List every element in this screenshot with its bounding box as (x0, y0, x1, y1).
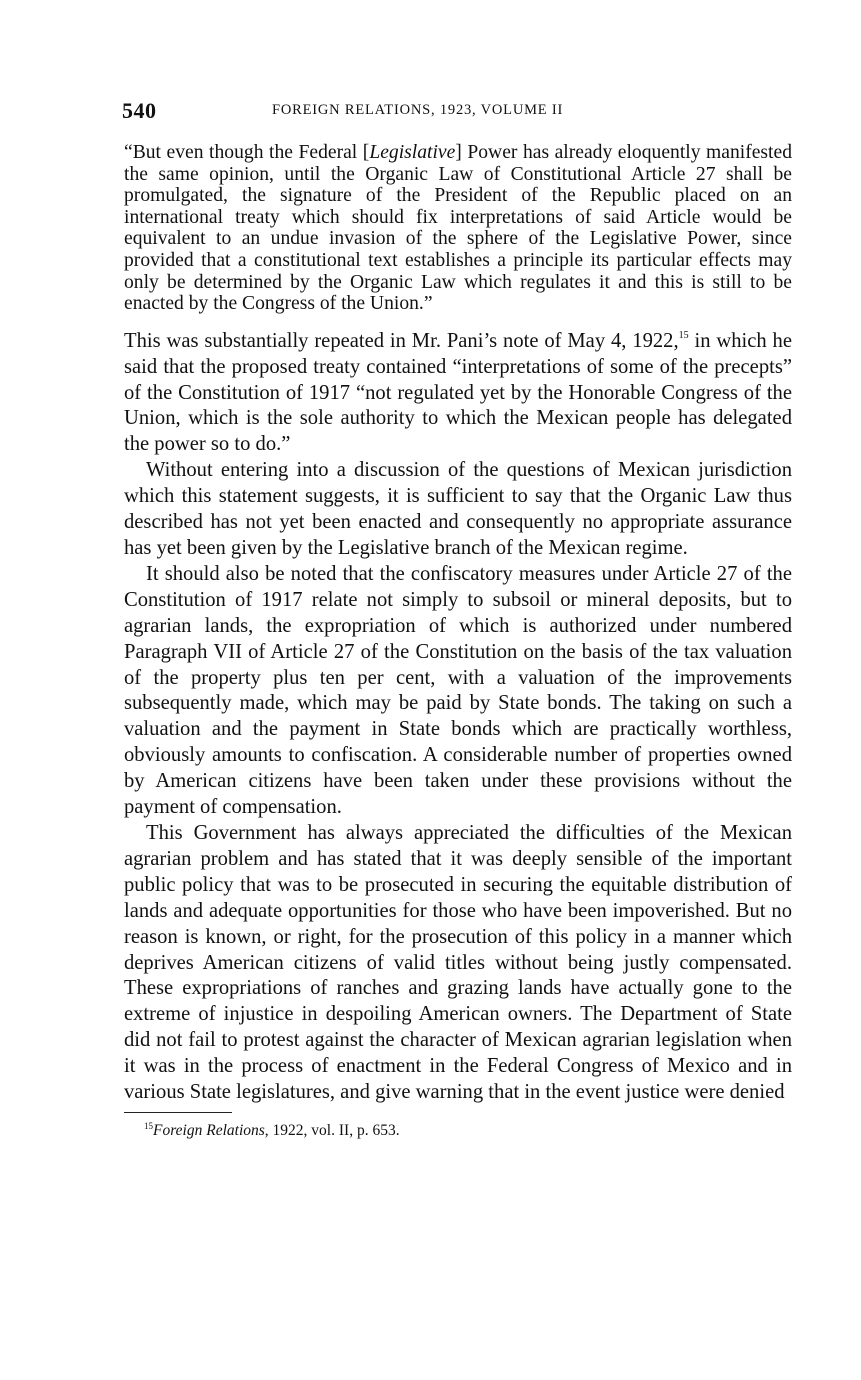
quote-italic-word: Legislative (369, 142, 456, 163)
paragraph-1-text-end: in which he said that the proposed treaty contained “interpretations of some of the precepts” of the Constitution of 1917 “not regulated yet by the Honorable Congress of the Union, which is the sole authority to which the Mexican people has delegated the power so to do.” (124, 329, 792, 456)
footnote-divider (124, 1112, 232, 1113)
paragraph-1 (124, 329, 792, 459)
quote-text-end: ] Power has already eloquently manifested the same opinion, until the Organic Law of Constitutional Article 27 shall be promulgated, the signature of the President of the Republic placed on an international treaty which should fix interpretations of said Article would be equivalent to an undue invasion of the sphere of the Legislative Power, since provided that a constitutional text establishes a principle its particular effects may only be determined by the Organic Law which regulates it and this is still to be enacted by the Congress of the Union.” (124, 142, 792, 315)
page-header (124, 96, 792, 128)
quote-text-start: “But even though the Federal [ (124, 142, 370, 163)
block-quote (124, 142, 792, 315)
paragraph-4: This Government has always appreciated the difficulties of the Mexican agrarian problem and has stated that it was deeply sensible of the important public policy that was to be prosecuted in securing the equitable distribution of lands and adequate opportunities for those who have been impoverished. But no reason is known, or right, for the prosecution of this policy in a manner which deprives American citizens of valid titles without being justly compensated. These expropriations of ranches and grazing lands have actually gone to the extreme of injustice in despoiling American owners. The Department of State did not fail to protest against the character of Mexican agrarian legislation when it was in the process of enactment in the Federal Congress of Mexico and in various State legislatures, and give warning that in the event justice were denied (124, 821, 792, 1104)
footnote-text-b: , p. 653. (349, 1121, 400, 1139)
footnote-text-a: , 1922, vol. (264, 1121, 339, 1139)
page-number: 540 (122, 98, 157, 123)
running-head: FOREIGN RELATIONS, 1923, VOLUME II (272, 102, 564, 118)
paragraph-2: Without entering into a discussion of the questions of Mexican jurisdiction which this statement suggests, it is sufficient to say that the Organic Law thus described has not yet been enacted and consequently no appropriate assurance has yet been given by the Legislative branch of the Mexican regime. (124, 459, 792, 559)
footnote (124, 1121, 792, 1141)
footnote-reference: 15 (678, 329, 689, 341)
paragraph-3: It should also be noted that the confiscatory measures under Article 27 of the Constitution of 1917 relate not simply to subsoil or mineral deposits, but to agrarian lands, the expropriation of which is authorized under numbered Paragraph VII of Article 27 of the Constitution on the basis of the tax valuation of the property plus ten per cent, with a valuation of the improvements subsequently made, which may be paid by State bonds. The taking on such a valuation and the payment in State bonds which are practically worthless, obviously amounts to confiscation. A considerable number of properties owned by American citizens have been taken under these provisions without the payment of compensation. (124, 562, 792, 819)
document-page (124, 96, 792, 1141)
footnote-volume: II (338, 1121, 350, 1139)
footnote-title: Foreign Relations (153, 1121, 265, 1139)
footnote-number: 15 (144, 1120, 153, 1131)
paragraph-1-text-start: This was substantially repeated in Mr. Pani’s note of May 4, 1922, (124, 329, 679, 352)
